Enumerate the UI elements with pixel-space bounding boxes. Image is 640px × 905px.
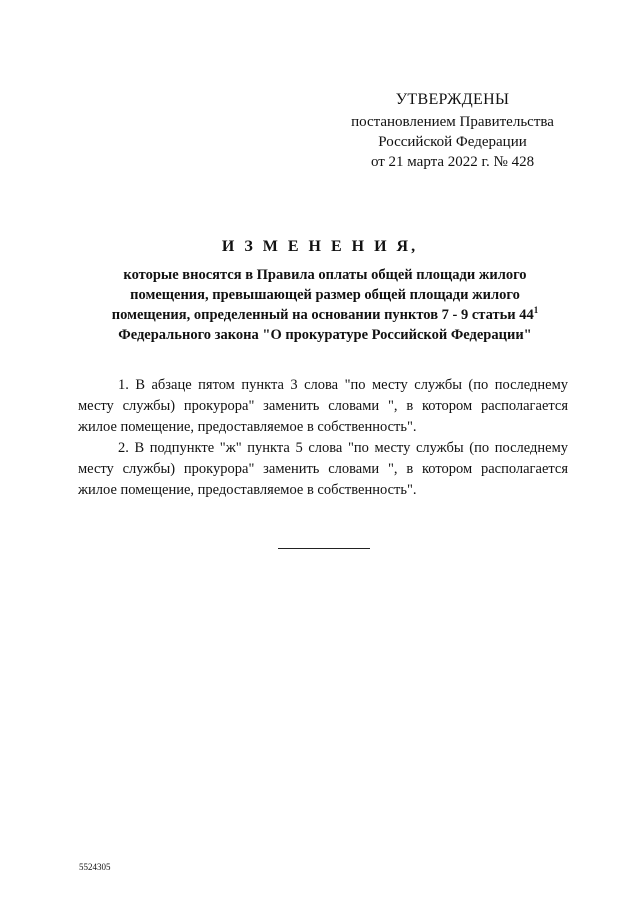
approval-block <box>330 90 575 172</box>
subtitle-line-1: которые вносятся в Правила оплаты общей площади жилого <box>123 267 527 283</box>
subtitle-line-3-text: помещения, определенный на основании пунктов 7 - 9 статьи 44 <box>111 307 534 323</box>
paragraph-1: 1. В абзаце пятом пункта 3 слова "по месту службы (по последнему месту службы) прокурора" заменить словами ", в котором располагается жилое помещение, предоставляемое в собственность". <box>78 377 568 435</box>
approved-heading: УТВЕРЖДЕНЫ <box>395 91 510 108</box>
subtitle-line-3 <box>90 305 560 325</box>
closing-rule <box>278 548 370 549</box>
approval-line-1: постановлением Правительства <box>351 114 554 130</box>
subtitle-line-2: помещения, превышающей размер общей площади жилого <box>130 287 520 303</box>
paragraph-2: 2. В подпункте "ж" пункта 5 слова "по месту службы (по последнему месту службы) прокурора" заменить словами ", в котором располагается жилое помещение, предоставляемое в собственность". <box>78 440 568 498</box>
document-body <box>78 375 568 501</box>
document-number: 5524305 <box>79 862 111 872</box>
approval-line-2: Российской Федерации <box>378 134 527 150</box>
document-title: И З М Е Н Е Н И Я, <box>221 238 419 255</box>
document-subtitle <box>90 265 560 345</box>
approval-line-3: от 21 марта 2022 г. № 428 <box>370 154 535 170</box>
subtitle-line-4: Федерального закона "О прокуратуре Российской Федерации" <box>118 327 532 343</box>
subtitle-superscript: 1 <box>533 305 539 315</box>
